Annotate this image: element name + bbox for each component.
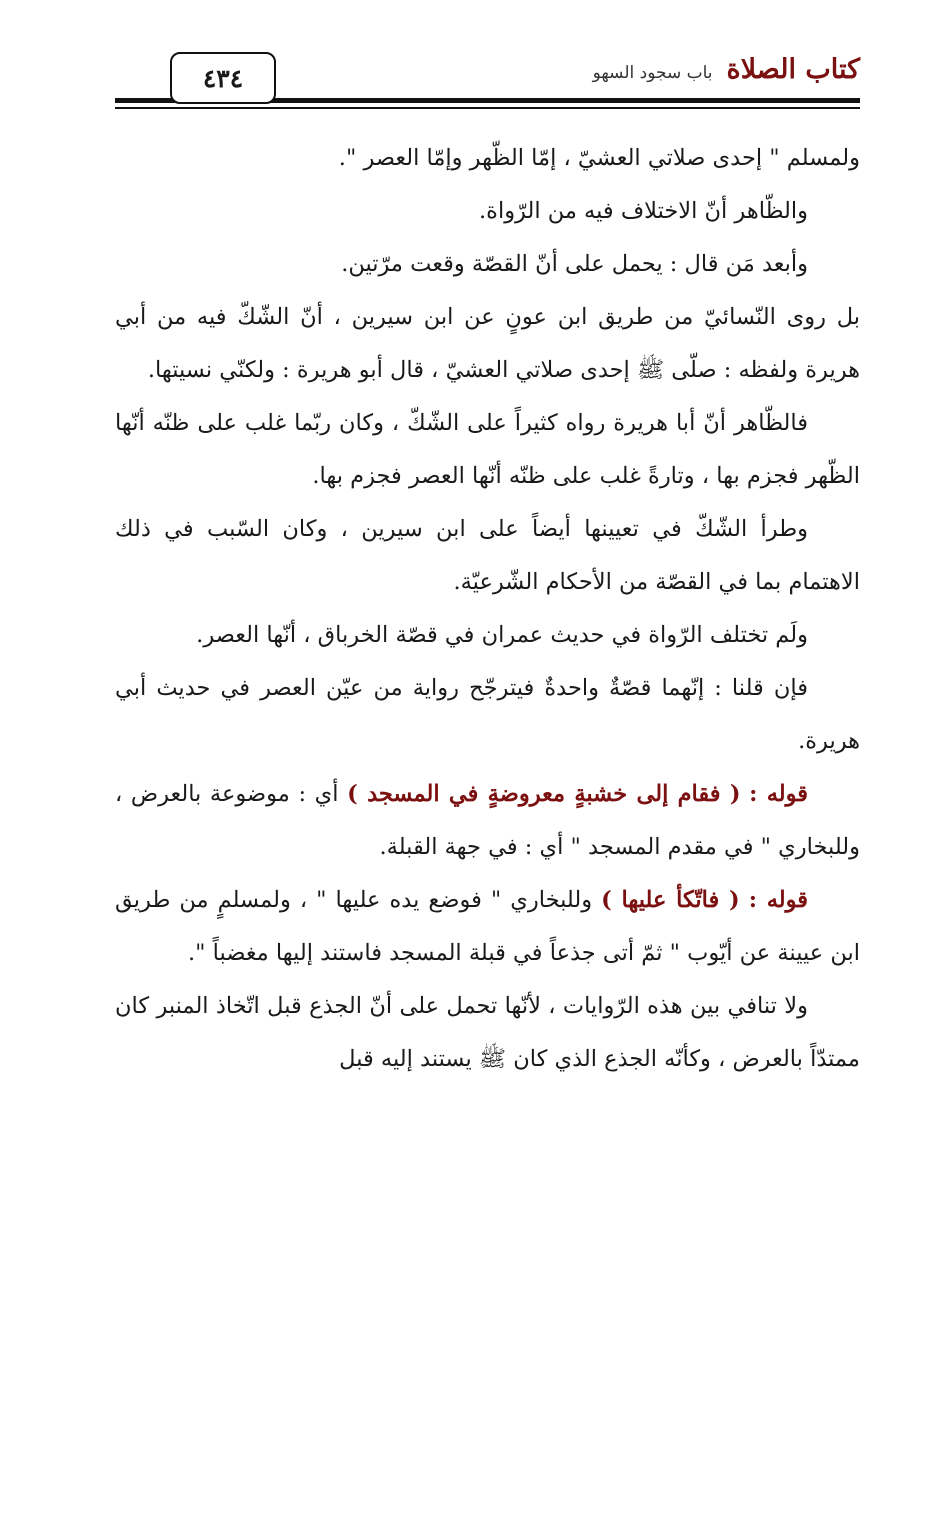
page-number-box (170, 52, 276, 104)
paragraph: وأبعد مَن قال : يحمل على أنّ القصّة وقعت مرّتين. (341, 251, 808, 277)
commentary-paragraph (115, 768, 860, 874)
paragraph: والظّاهر أنّ الاختلاف فيه من الرّواة. (479, 198, 808, 224)
header-rule-thin (115, 107, 860, 109)
paragraph: بل روى النّسائيّ من طريق ابن عونٍ عن ابن سيرين ، أنّ الشّكّ فيه من أبي هريرة ولفظه : صلّى ﷺ إحدى صلاتي العشيّ ، قال أبو هريرة : ولكنّي نسيتها. (115, 304, 860, 383)
paragraph: ولا تنافي بين هذه الرّوايات ، لأنّها تحمل على أنّ الجذع قبل اتّخاذ المنبر كان ممتدّاً بالعرض ، وكأنّه الجذع الذي كان ﷺ يستند إليه قبل (115, 993, 860, 1072)
paragraph: وطرأ الشّكّ في تعيينها أيضاً على ابن سيرين ، وكان السّبب في ذلك الاهتمام بما في القصّة من الأحكام الشّرعيّة. (115, 516, 860, 595)
chapter-title: باب سجود السهو (592, 63, 713, 83)
paragraph: ولمسلم " إحدى صلاتي العشيّ ، إمّا الظّهر وإمّا العصر ". (338, 145, 860, 171)
commentary-text: وللبخاري " فوضع يده عليها " ، ولمسلمٍ من طريق ابن عيينة عن أيّوب " ثمّ أتى جذعاً في قبلة المسجد فاستند إليها مغضباً ". (115, 887, 860, 966)
paragraph: فالظّاهر أنّ أبا هريرة رواه كثيراً على الشّكّ ، وكان ربّما غلب على ظنّه أنّها الظّهر فجزم بها ، وتارةً غلب على ظنّه أنّها العصر فجزم بها. (115, 410, 860, 489)
quote-label: قوله : (749, 781, 809, 807)
page-header (115, 40, 860, 112)
paragraph: ولَم تختلف الرّواة في حديث عمران في قصّة الخرباق ، أنّها العصر. (196, 622, 808, 648)
page-body (115, 132, 860, 1086)
quote-label: قوله : (748, 887, 809, 913)
commentary-text: أي : موضوعة بالعرض ، وللبخاري " في مقدم المسجد " أي : في جهة القبلة. (115, 781, 860, 860)
commentary-paragraph (115, 874, 860, 980)
page-number: ٤٣٤ (202, 63, 244, 93)
quoted-phrase: ( فاتّكأ عليها ) (601, 887, 740, 913)
book-title: كتاب الصلاة (726, 54, 860, 85)
paragraph: فإن قلنا : إنّهما قصّةٌ واحدةٌ فيترجّح رواية من عيّن العصر في حديث أبي هريرة. (115, 675, 860, 754)
header-titles (593, 54, 860, 85)
quoted-phrase: ( فقام إلى خشبةٍ معروضةٍ في المسجد ) (347, 781, 741, 807)
